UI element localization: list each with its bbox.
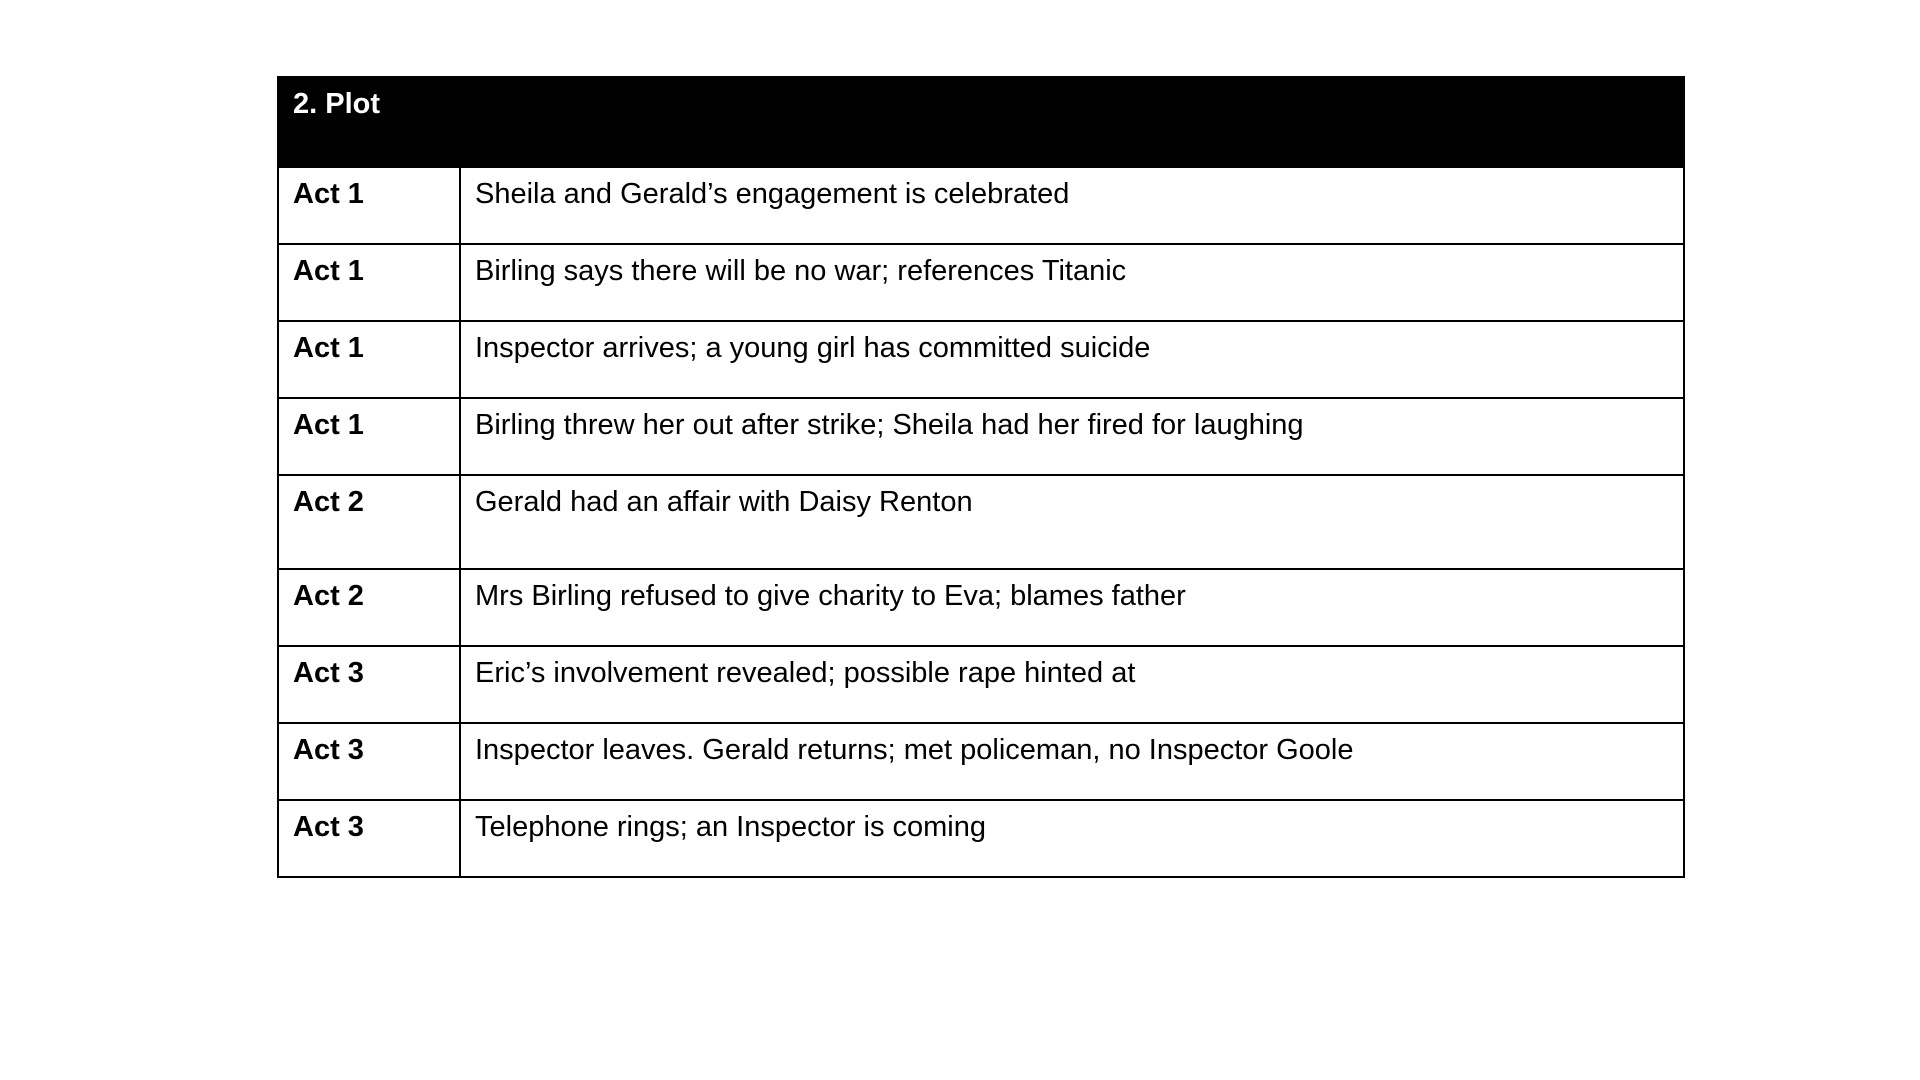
act-cell: Act 3	[278, 800, 460, 877]
table-row	[278, 800, 1684, 877]
table-row	[278, 723, 1684, 800]
event-cell: Gerald had an affair with Daisy Renton	[460, 475, 1684, 569]
plot-table	[277, 76, 1685, 878]
act-cell: Act 1	[278, 321, 460, 398]
event-cell: Mrs Birling refused to give charity to Eva; blames father	[460, 569, 1684, 646]
table-row	[278, 321, 1684, 398]
act-cell: Act 1	[278, 398, 460, 475]
table-row	[278, 646, 1684, 723]
table-row	[278, 244, 1684, 321]
table-row	[278, 569, 1684, 646]
act-cell: Act 1	[278, 167, 460, 244]
event-cell: Telephone rings; an Inspector is coming	[460, 800, 1684, 877]
event-cell: Birling threw her out after strike; Sheila had her fired for laughing	[460, 398, 1684, 475]
act-cell: Act 3	[278, 723, 460, 800]
table-title: 2. Plot	[278, 77, 1684, 167]
act-cell: Act 1	[278, 244, 460, 321]
event-cell: Birling says there will be no war; references Titanic	[460, 244, 1684, 321]
table-row	[278, 398, 1684, 475]
event-cell: Sheila and Gerald’s engagement is celebrated	[460, 167, 1684, 244]
event-cell: Eric’s involvement revealed; possible rape hinted at	[460, 646, 1684, 723]
act-cell: Act 3	[278, 646, 460, 723]
event-cell: Inspector arrives; a young girl has committed suicide	[460, 321, 1684, 398]
table-row	[278, 475, 1684, 569]
table-row	[278, 167, 1684, 244]
table-header	[278, 77, 1684, 167]
act-cell: Act 2	[278, 475, 460, 569]
act-cell: Act 2	[278, 569, 460, 646]
event-cell: Inspector leaves. Gerald returns; met policeman, no Inspector Goole	[460, 723, 1684, 800]
